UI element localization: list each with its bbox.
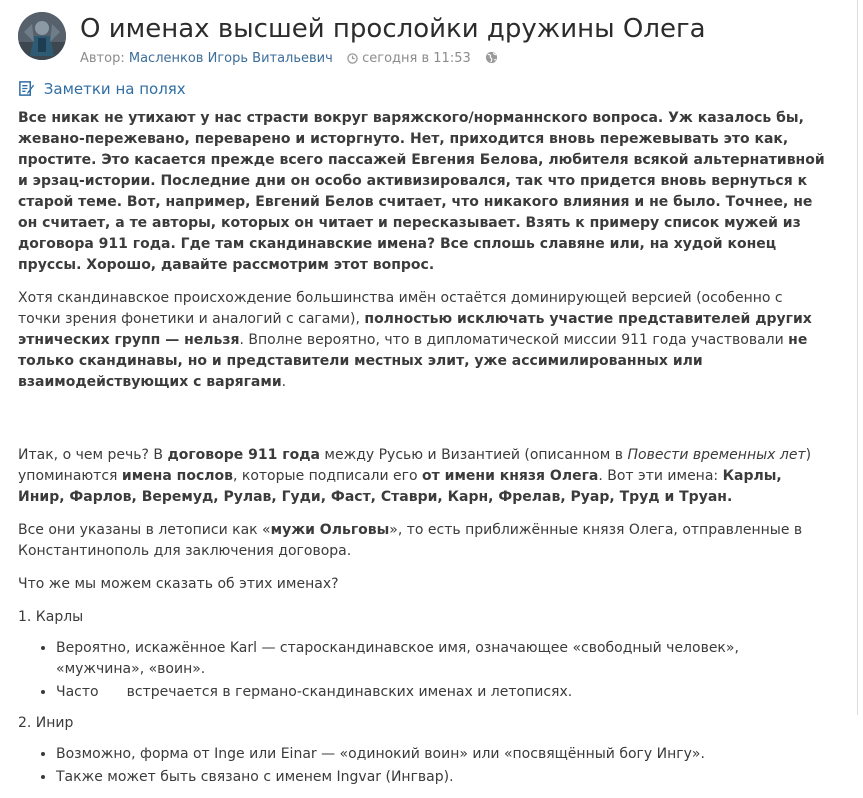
clock-icon <box>347 53 358 64</box>
text-span: . Вот эти имена: <box>598 468 723 484</box>
paragraph-4 <box>18 520 826 562</box>
category-label: Заметки на полях <box>43 80 186 98</box>
bold-span: Карлы, Инир, Фарлов, Веремуд, Рулав, Гуди, Фаст, Ставри, Карн, Фрелав, Руар, Труд и Труан. <box>18 468 782 505</box>
text-span: », то есть приближённые князя Олега, отправленные в Константинополь для заключения договора. <box>18 522 803 559</box>
text-span: ) упоминаются <box>18 447 812 484</box>
paragraph-5: Что же мы можем сказать об этих именах? <box>18 576 339 592</box>
post-meta <box>80 50 498 68</box>
bold-span: не только скандинавы, но и представители местных элит, уже ассимилированных или взаимодействующих с варягами <box>18 332 808 390</box>
list-item-prefix: Часто <box>56 684 99 700</box>
post-date <box>347 51 475 66</box>
post-body <box>18 108 826 798</box>
section-heading-2: 2. Инир <box>18 715 74 731</box>
text-span: Итак, о чем речь? В <box>18 447 168 463</box>
list-item: • Вероятно, искажённое Karl — староскандинавское имя, означающее «свободный человек», «мужчина», «воин». <box>56 638 826 680</box>
visibility-indicator[interactable] <box>485 51 498 66</box>
paragraph-2 <box>18 288 826 393</box>
text-span: Хотя скандинавское происхождение большинства имён остаётся доминирующей версией (особенно с точки зрения фонетики и аналогий с сагами), <box>18 290 783 327</box>
text-span: , которые подписали его <box>232 468 423 484</box>
text-span: . <box>281 374 287 390</box>
page-title: О именах высшей прослойки дружины Олега <box>80 14 706 44</box>
category-link[interactable] <box>18 80 186 98</box>
list-item-text: встречается в германо-скандинавских именах и летописях. <box>126 684 573 700</box>
notes-icon <box>18 80 35 97</box>
post-date-text: сегодня в 11:53 <box>362 51 471 66</box>
bold-span: имена послов <box>121 468 233 484</box>
list-item: • Возможно, форма от Inge или Einar — «одинокий воин» или «посвящённый богу Ингу». <box>56 744 826 765</box>
bold-span: договоре 911 года <box>167 447 320 463</box>
author-label: Автор: <box>80 51 129 66</box>
author-link[interactable]: Масленков Игорь Витальевич <box>128 51 333 66</box>
text-span: между Русью и Византией (описанном в <box>319 447 628 463</box>
list-2 <box>18 744 826 788</box>
bold-span: от имени князя Олега <box>422 468 599 484</box>
globe-icon <box>485 51 498 64</box>
avatar-image <box>18 12 66 60</box>
lead-paragraph: Все никак не утихают у нас страсти вокруг варяжского/норманнского вопроса. Уж казалось бы, жевано-пережевано, переварено и исторгнуто. Нет, приходится вновь пережевывать это как, простите. Это касается прежде всего пассажей Евгения Белова, любителя всякой альтернативной и эрзац-истории. Последние дни он особо активизировался, так что придется вновь вернуться к старой теме. Вот, например, Евгений Белов считает, что никакого влияния и не было. Точнее, не он считает, а те авторы, которых он читает и пересказывает. Взять к примеру список мужей из договора 911 года. Где там скандинавские имена? Все сплошь славяне или, на худой конец пруссы. Хорошо, давайте рассмотрим этот вопрос. <box>18 110 825 273</box>
section-heading-1: 1. Карлы <box>18 609 84 625</box>
avatar[interactable] <box>18 12 66 60</box>
list-item <box>56 682 826 703</box>
bold-span: полностью исключать участие представителей других этнических групп — нельзя <box>18 311 812 348</box>
list-1 <box>18 638 826 703</box>
list-item: • Также может быть связано с именем Ingvar (Ингвар). <box>56 767 826 788</box>
text-span: . Вполне вероятно, что в дипломатической миссии 911 года участвовали <box>239 332 789 348</box>
bold-span: мужи Ольговы <box>270 522 390 538</box>
text-span: Все они указаны в летописи как « <box>18 522 271 538</box>
post-header <box>18 12 857 72</box>
italic-span: Повести временных лет <box>627 447 806 463</box>
spacer <box>18 405 826 445</box>
paragraph-3 <box>18 445 826 508</box>
